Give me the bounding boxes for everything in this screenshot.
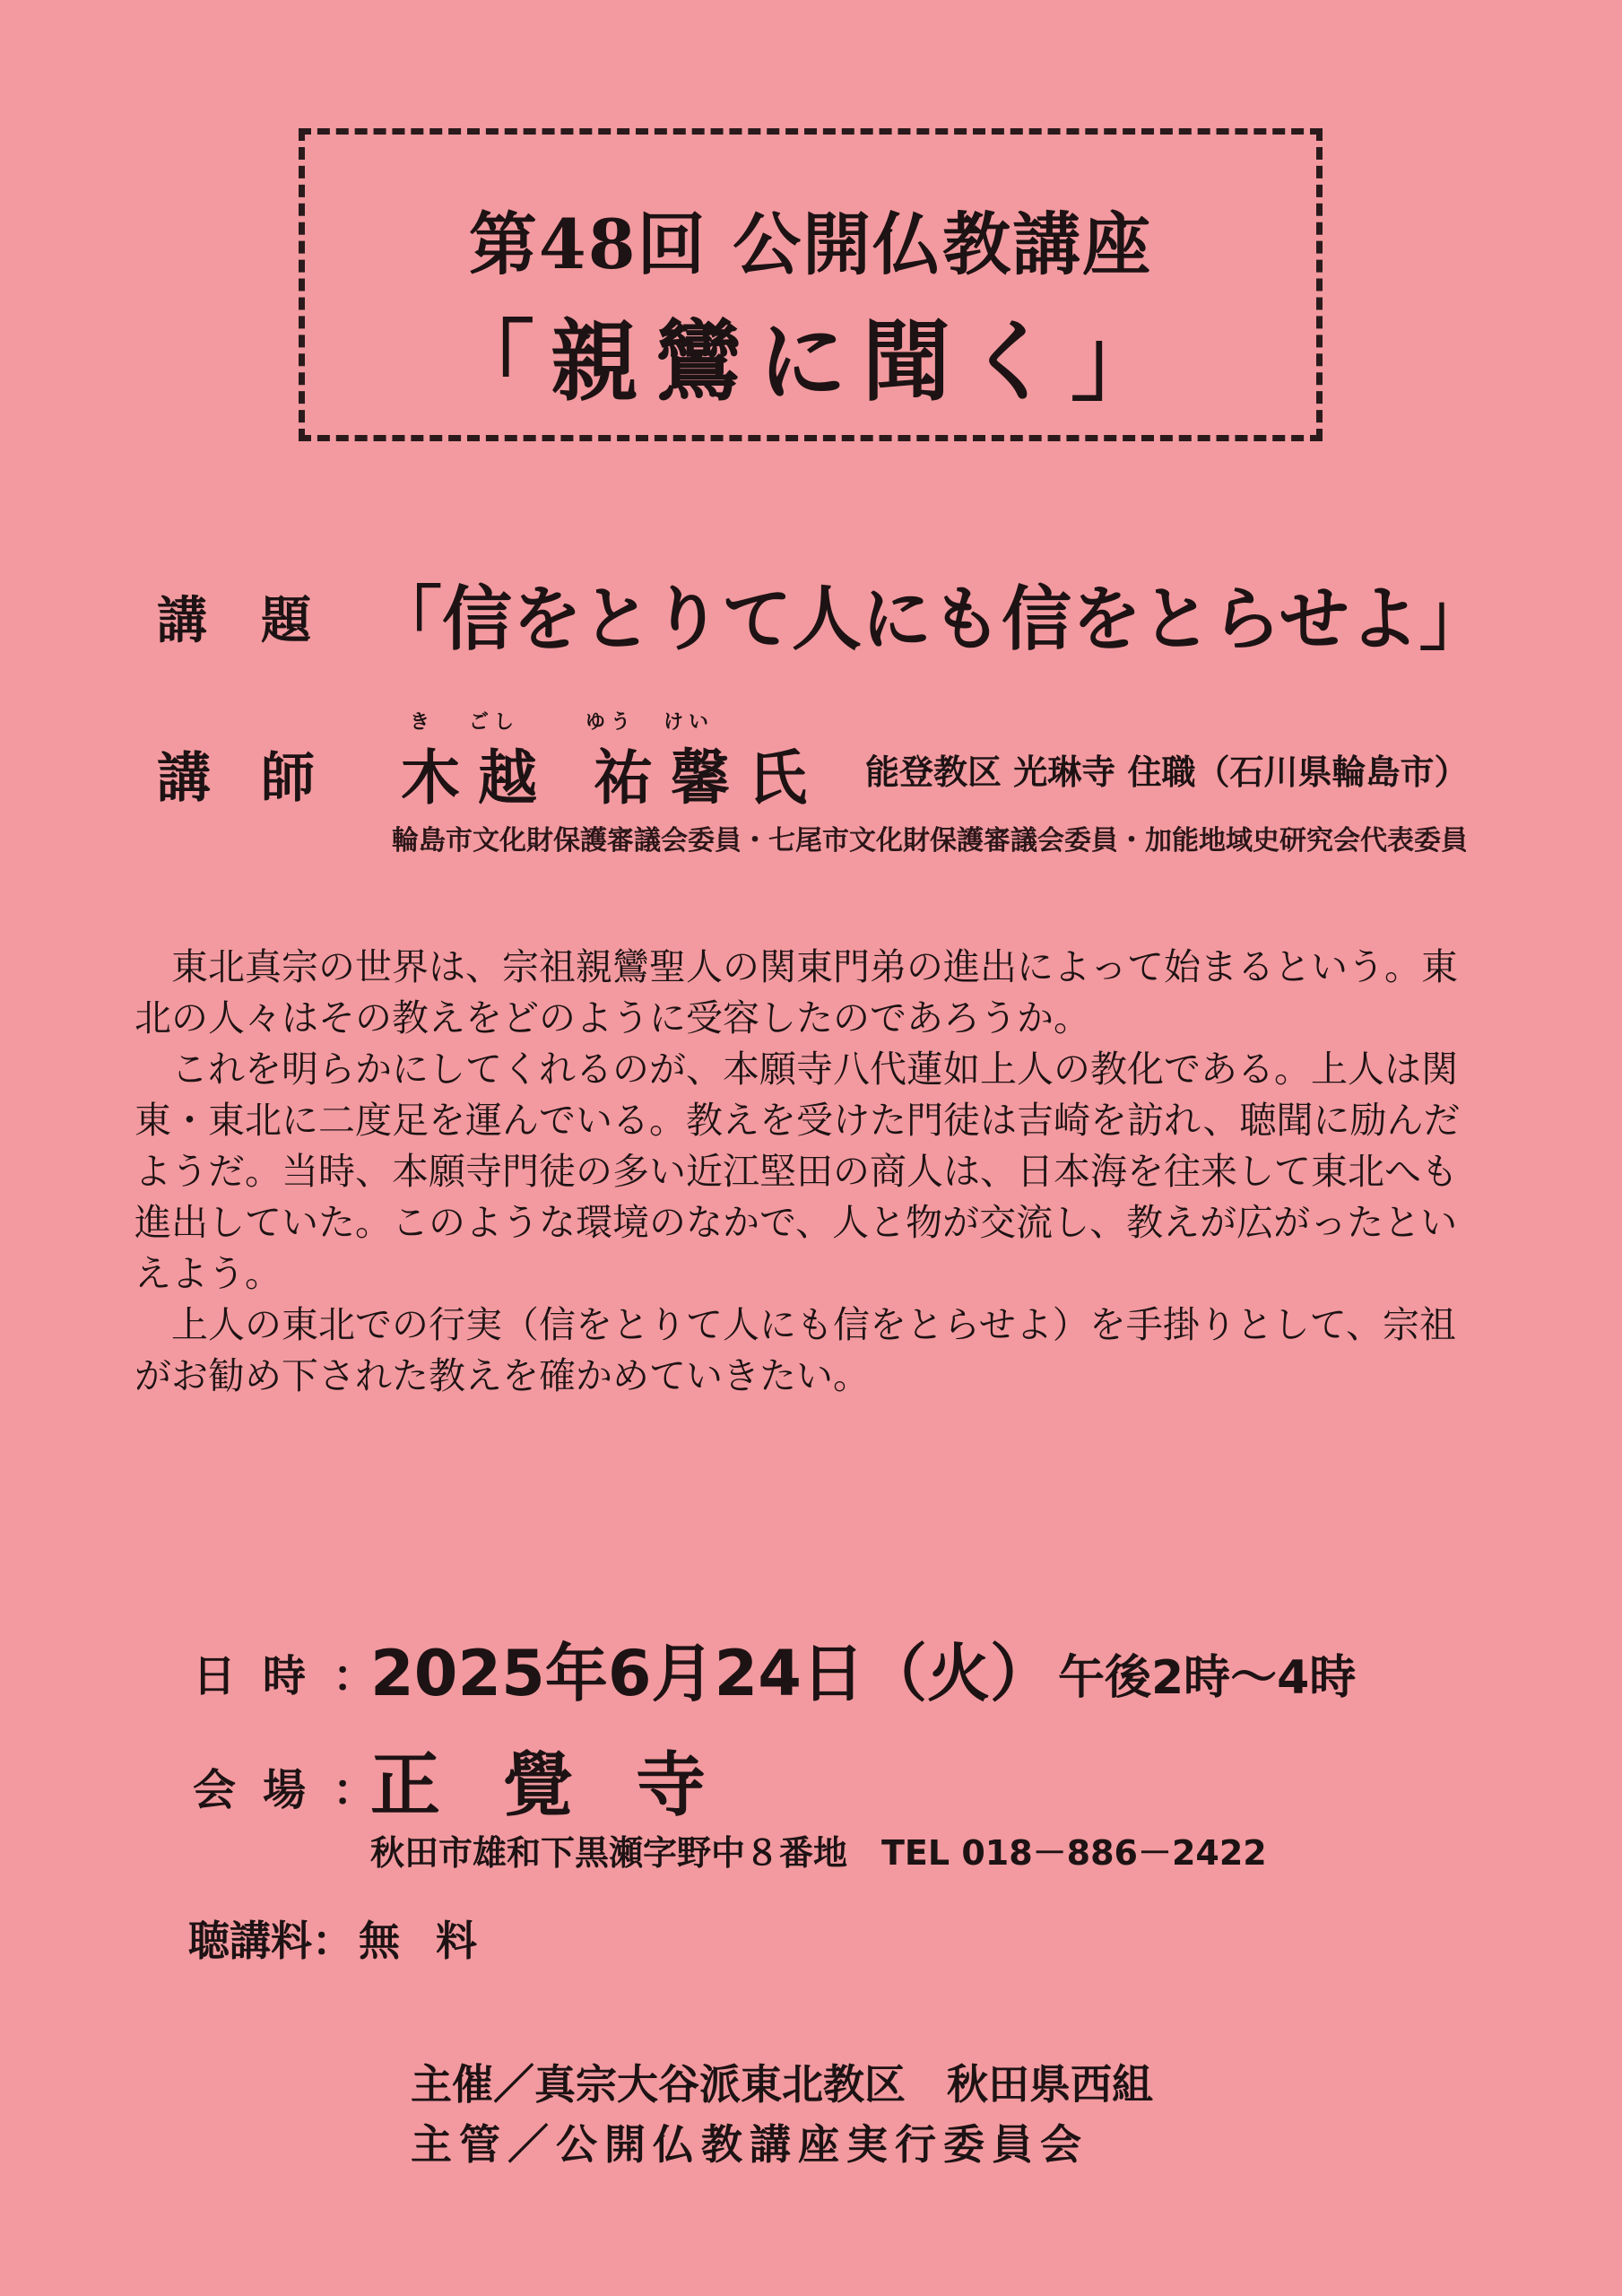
lecture-series-theme: 「親鸞に聞く」 xyxy=(446,310,1175,413)
lecturer-row xyxy=(157,700,1502,813)
date-label: 日時： xyxy=(193,1651,403,1701)
event-date: 2025年6月24日（火） xyxy=(370,1637,1053,1710)
furigana-goshi: ごし xyxy=(469,710,520,734)
topic-title: 「信をとりて人にも信をとらせよ」 xyxy=(372,578,1489,660)
title-box xyxy=(299,128,1323,441)
description-paragraph-3: 上人の東北での行実（信をとりて人にも信をとらせよ）を手掛りとして、宗祖がお勧め下された教えを確かめていきたい。 xyxy=(134,1303,1456,1397)
venue-name: 正覺寺 xyxy=(370,1745,769,1826)
venue-label: 会場： xyxy=(193,1765,403,1815)
fee-value: 無料 xyxy=(359,1917,513,1965)
lecturer-roles: 輪島市文化財保護審議会委員・七尾市文化財保護審議会委員・加能地域史研究会代表委員 xyxy=(392,825,1468,857)
furigana-yuu: ゆう xyxy=(585,710,637,734)
description-paragraph-1: 東北真宗の世界は、宗祖親鸞聖人の関東門弟の進出によって始まるという。東北の人々はその教えをどのように受容したのであろうか。 xyxy=(134,945,1458,1039)
furigana-ki: き xyxy=(410,710,436,734)
topic-label: 講題 xyxy=(157,591,365,650)
fee-label: 聴講料： xyxy=(188,1917,353,1965)
lecturer-name: 木越 祐馨氏 xyxy=(401,743,825,813)
description-paragraph-2: これを明らかにしてくれるのが、本願寺八代蓮如上人の教化である。上人は関東・東北に二度足を運んでいる。教えを受けた門徒は吉崎を訪れ、聴聞に励んだようだ。当時、本願寺門徒の多い近江堅田の商人は、日本海を往来して東北へも進出していた。このような環境のなかで、人と物が交流し、教えが広がったといえよう。 xyxy=(134,1048,1461,1295)
event-time: 午後2時～4時 xyxy=(1058,1651,1357,1705)
lecturer-affiliation: 能登教区 光琳寺 住職（石川県輪島市） xyxy=(865,752,1469,792)
topic-row xyxy=(157,563,1502,662)
organizer-manager: 主管／公開仏教講座実行委員会 xyxy=(411,2120,1089,2169)
venue-address: 秋田市雄和下黒瀬字野中８番地 TEL 018－886－2422 xyxy=(370,1833,1267,1873)
furigana-kei: けい xyxy=(664,710,715,734)
lecture-series-title: 第48回 公開仏教講座 xyxy=(468,204,1153,284)
organizer-host: 主催／真宗大谷派東北教区 秋田県西組 xyxy=(411,2060,1153,2109)
description xyxy=(134,942,1488,1402)
lecturer-label: 講師 xyxy=(157,747,365,810)
